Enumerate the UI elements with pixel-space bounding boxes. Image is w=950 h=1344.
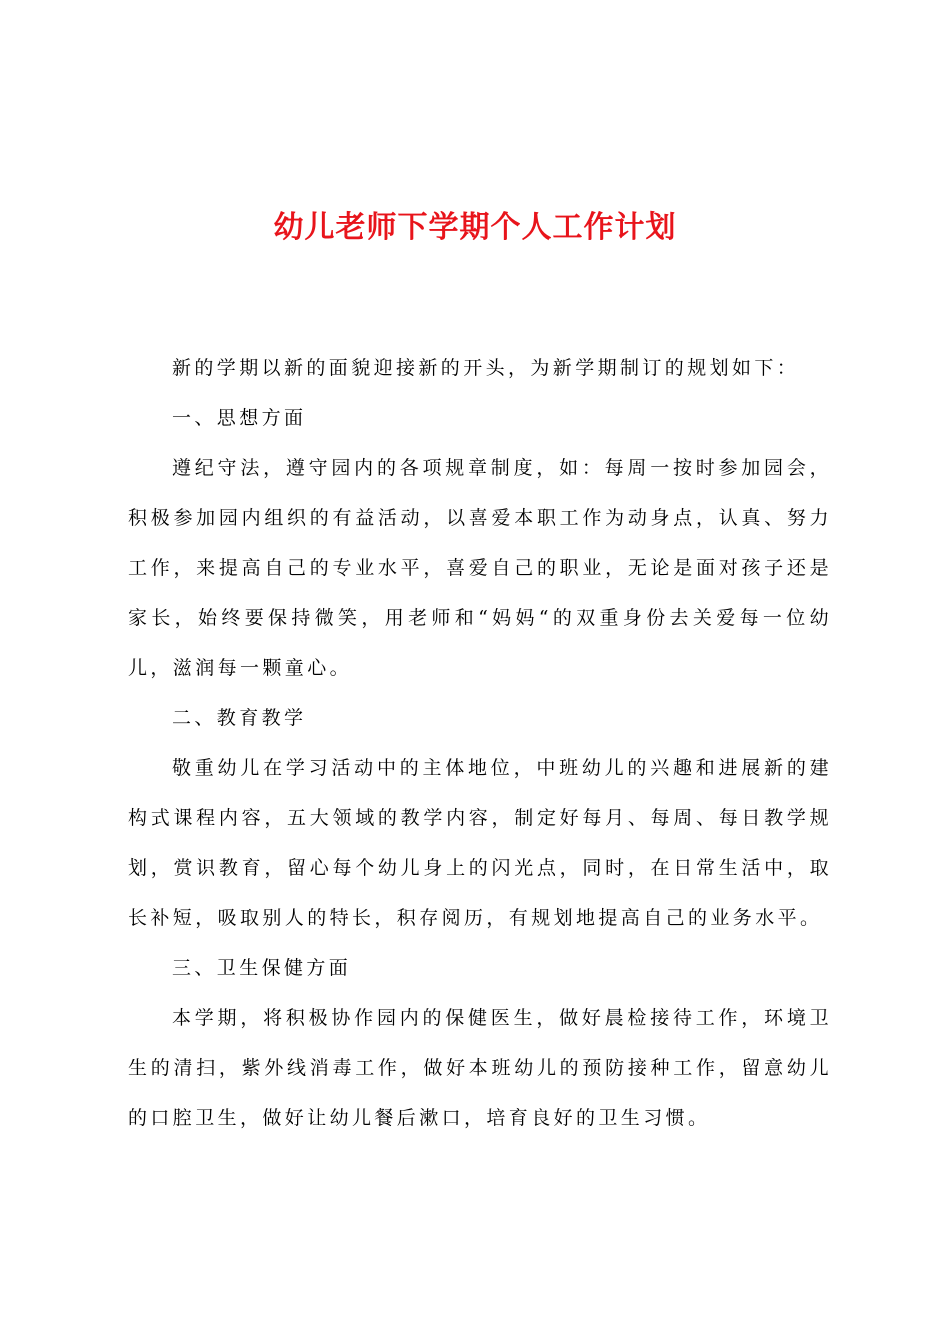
section-heading-teaching: 二、教育教学 — [172, 707, 307, 729]
section-paragraph-health: 本学期，将积极协作园内的保健医生，做好晨检接待工作，环境卫生的清扫，紫外线消毒工作，做好本班幼儿的预防接种工作，留意幼儿的口腔卫生，做好让幼儿餐后漱口，培育良好的卫生习惯。 — [128, 1007, 832, 1129]
document-title: 幼儿老师下学期个人工作计划 — [273, 210, 677, 245]
intro-paragraph: 新的学期以新的面貌迎接新的开头，为新学期制订的规划如下： — [172, 357, 800, 379]
section-heading-thought: 一、思想方面 — [172, 407, 307, 429]
section-heading-health: 三、卫生保健方面 — [172, 957, 352, 979]
document-body — [128, 343, 832, 1143]
section-paragraph-teaching: 敬重幼儿在学习活动中的主体地位，中班幼儿的兴趣和进展新的建构式课程内容，五大领域的教学内容，制定好每月、每周、每日教学规划，赏识教育，留心每个幼儿身上的闪光点，同时，在日常生活中，取长补短，吸取别人的特长，积存阅历，有规划地提高自己的业务水平。 — [128, 757, 832, 929]
section-paragraph-thought: 遵纪守法，遵守园内的各项规章制度，如：每周一按时参加园会，积极参加园内组织的有益活动，以喜爱本职工作为动身点，认真、努力工作，来提高自己的专业水平，喜爱自己的职业，无论是面对孩子还是家长，始终要保持微笑，用老师和“妈妈“的双重身份去关爱每一位幼儿，滋润每一颗童心。 — [128, 457, 832, 679]
